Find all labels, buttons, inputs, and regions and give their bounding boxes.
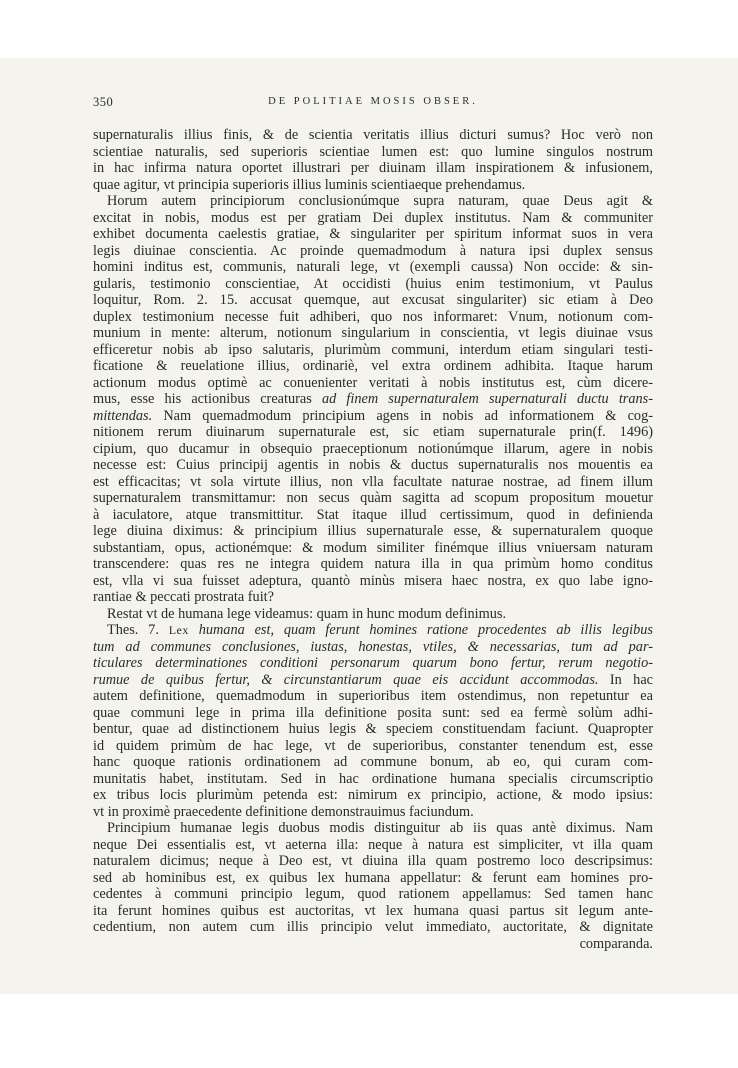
text-line: excitat in nobis, modus est per gratiam Dei duplex institutus. Nam & communiter — [93, 209, 653, 226]
text-line: vt in proximè praecedente definitione demonstrauimus faciundum. — [93, 803, 474, 820]
text-line: à iaculatore, atque transmittitur. Stat itaque illud certissimum, quod in definienda — [93, 506, 653, 523]
text-line: bentur, quae ad distinctionem huius legis & speciem constituendam faciunt. Quapropter — [93, 721, 653, 737]
text-line: munitatis habet, institutam. Sed in hac ordinatione humana specialis circumscriptio — [93, 770, 653, 787]
text-line: supernaturalem transmittamur: non secus quàm sagitta ad scopum propositum mouetur — [93, 490, 653, 506]
text-line: hanc quoque rationis ordinationem ad commune bonum, ab eo, qui curam com- — [93, 754, 653, 770]
text-line — [93, 622, 653, 639]
text-line: Restat vt de humana lege videamus: quam in hunc modum definimus. — [107, 605, 507, 622]
text-line — [93, 672, 653, 689]
page-header — [93, 95, 653, 111]
text-line: nitionem rerum diuinarum supernaturale est, sic etiam supernaturale prin(f. 1496) — [93, 424, 653, 440]
text-line: ficatione & reuelatione illius, ordinariè, vel extra ordinem adhibita. Itaque harum — [93, 358, 653, 374]
running-title: DE POLITIAE MOSIS OBSER. — [268, 96, 478, 107]
text-line: ex tribus locis plurimùm petenda est: nimirum ex principio, actione, & modo ipsius: — [93, 787, 653, 803]
text-line: quae agitur, vt principia superioris illius luminis scientiaeque prehendamus. — [93, 176, 526, 193]
text-line — [93, 639, 653, 656]
page-body — [93, 127, 653, 952]
text-line: rantiae & peccati prostrata fuit? — [93, 589, 275, 605]
text-line: duplex testimonium necesse fuit adhiberi, quo nos informaret: Vnum, notionum com- — [93, 308, 653, 325]
text-line: est efficacitas; vt sola virtute illius, non vlla facultate naturae nostrae, ad finem illum — [93, 473, 653, 490]
italic-phrase: mittendas. — [93, 407, 153, 424]
text-line — [93, 408, 653, 425]
italic-phrase: tum ad communes conclusiones, iustas, honestas, vtiles, & necessarias, tum ad par- — [93, 638, 653, 655]
text-run: mus, esse his actionibus creaturas — [93, 391, 312, 407]
text-line: est, vlla vi sua fuisset adeptura, quantò minùs misera haec nostra, ex quo labe igno- — [93, 572, 653, 589]
text-line: exhibet documenta caelestis gratiae, & singulariter per spiritum informat suos in vera — [93, 226, 653, 242]
text-line: ita ferunt homines quibus est auctoritas, vt lex humana quasi partus sit legum ante- — [93, 902, 653, 919]
text-line: substantiam, opus, actionémque: & modum similiter finémque illius vniuersam naturam — [93, 539, 653, 556]
text-line: loquitur, Rom. 2. 15. accusat quemque, aut excusat singulariter) sic etiam à Deo — [93, 292, 653, 308]
page-number: 350 — [93, 95, 114, 109]
bottom-margin — [0, 994, 738, 1068]
text-line: homini inditus est, communis, naturali lege, vt (exempli caussa) Non occide: & sin- — [93, 259, 653, 275]
text-line: naturalem dicimus; neque à Deo est, vt diuina illa quam postremo loco descripsimus: — [93, 853, 653, 869]
text-line: transcendere: quas res ne integra quidem natura illa in qua primùm homo conditus — [93, 556, 653, 572]
italic-phrase: ad finem supernaturalem supernaturali ductu trans- — [321, 391, 653, 407]
italic-phrase: ticulares determinationes conditioni personarum quarum bono fertur, rerum negotio- — [93, 655, 653, 671]
top-margin — [0, 0, 738, 58]
text-line — [93, 391, 653, 408]
text-line: neque Dei essentialis est, vt aeterna illa: neque à natura est simpliciter, vt illa quam — [93, 836, 653, 853]
text-line: lege diuina diximus: & principium illius supernaturale esse, & supernaturalem quoque — [93, 523, 653, 539]
text-line: cipium, quo ducamur in obsequio praeceptionum notionúmque illarum, agere in nobis — [93, 440, 653, 457]
text-line: necesse est: Cuius principij agentis in nobis & ductus supernaturalis nos mouentis ea — [93, 457, 653, 473]
text-line: Principium humanae legis duobus modis distinguitur ab iis quas antè diximus. Nam — [107, 820, 653, 836]
italic-phrase: humana est, quam ferunt homines ratione procedentes ab illis legibus — [198, 622, 653, 638]
small-caps-word: Lex — [168, 623, 189, 637]
text-line: efficeretur nobis ab ipso salutaris, plurimùm communi, interdum etiam singulari testi- — [93, 341, 653, 358]
text-run: Nam quemadmodum principium agens in nobis ad informationem & cog- — [163, 407, 653, 424]
text-line: cedentes à communi principio legum, quod rationem appellamus: Sed tamen hanc — [93, 886, 653, 902]
text-line: munium in mente: alterum, notionum singularium in conscientia, vt legis diuinae vsus — [93, 325, 653, 341]
text-line: sed ab hominibus est, ex quibus lex humana appellatur: & ferunt eam homines pro- — [93, 869, 653, 886]
text-line: quae communi lege in prima illa definitione posita sunt: sed ea fermè solùm adhi- — [93, 704, 653, 721]
text-line: gularis, testimonio conscientiae, At occidisti (huius enim testimonium, vt Paulus — [93, 275, 653, 292]
thesis-label: Thes. 7. — [107, 622, 159, 638]
text-line: Horum autem principiorum conclusionúmque supra naturam, quae Deus agit & — [107, 193, 653, 209]
text-line: cedentium, non autem cum illis principio velut immediato, auctoritate, & dignitate — [93, 919, 653, 935]
text-line: autem definitione, quemadmodum in superioribus item ostendimus, non repetuntur ea — [93, 688, 653, 704]
italic-phrase: rumue de quibus fertur, & circunstantiarum quae eis accidunt accommodas. — [93, 671, 599, 688]
text-line: scientiae naturalis, sed superioris scientiae lumen est: quo lumine singulos nostrum — [93, 143, 653, 160]
catchword: comparanda. — [579, 935, 653, 952]
text-line: id quidem primùm de hac lege, vt de superioribus, constanter tenendum est, esse — [93, 737, 653, 754]
text-line: in hac infirma natura oportet illustrari per diuinam illam inspirationem & infusionem, — [93, 160, 653, 176]
book-page — [0, 58, 738, 994]
text-line: legis diuinae conscientia. Ac proinde quemadmodum à natura ipsi duplex sensus — [93, 242, 653, 259]
text-line: supernaturalis illius finis, & de scientia veritatis illius dicturi sumus? Hoc verò non — [93, 127, 653, 143]
text-line — [93, 655, 653, 672]
text-run: In hac — [609, 671, 654, 688]
text-line: actionum modus optimè ac conuenienter veritati à nobis institutus est, cùm dicere- — [93, 374, 653, 391]
